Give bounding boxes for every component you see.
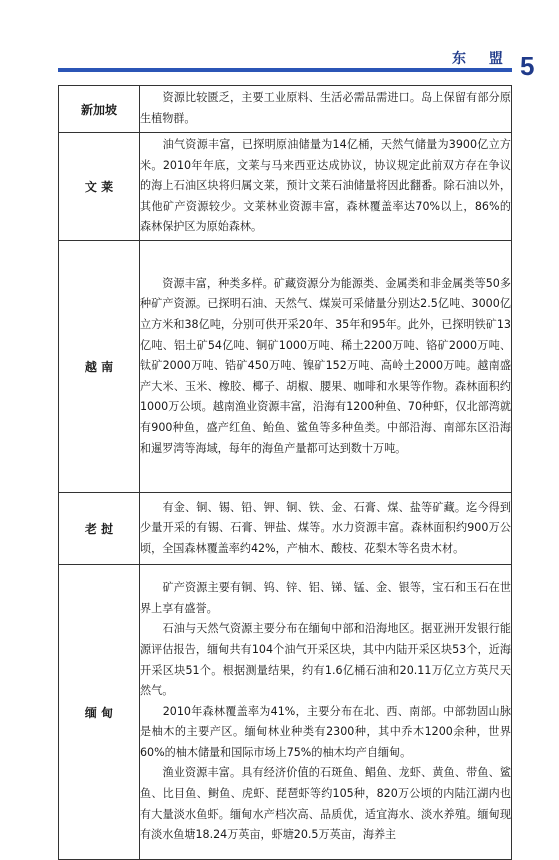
description-paragraph: 石油与天然气资源主要分布在缅甸中部和沿海地区。据亚洲开发银行能源评估报告，缅甸共有104个油气开采区块，其中内陆开采区块53个，近海开采区块51个。根据测量结果，约有1.6亿桶石油和20.11万亿立方英尺天然气。: [140, 622, 511, 698]
description-paragraph: 资源丰富，种类多样。矿藏资源分为能源类、金属类和非金属类等50多种矿产资源。已探明石油、天然气、煤炭可采储量分别达2.5亿吨、3000亿立方米和38亿吨，分别可供开采20年、35年和95年。此外，已探明铁矿13亿吨、铝土矿54亿吨、铜矿1000万吨、稀土2200万吨、铬矿2000万吨、钛矿2000万吨、锆矿450万吨、镍矿152万吨、高岭土2000万吨。越南盛产大米、玉米、橡胶、椰子、胡椒、腰果、咖啡和水果等作物。森林面积约1000万公顷。越南渔业资源丰富，沿海有1200种鱼、70种虾，仅北部湾就有900种鱼，盛产红鱼、鲐鱼、鲨鱼等多种鱼类。中部沿海、南部东区沿海和暹罗湾等海域，每年的海鱼产量都可达到数十万吨。: [140, 276, 511, 455]
description-paragraph: 矿产资源主要有铜、钨、锌、铝、锑、锰、金、银等，宝石和玉石在世界上享有盛誉。: [140, 581, 511, 615]
description-cell: [140, 565, 512, 860]
country-cell: 越 南: [59, 241, 140, 493]
description-paragraph: 资源比较匮乏，主要工业原料、生活必需品需进口。岛上保留有部分原生植物群。: [140, 91, 511, 125]
description-paragraph: 油气资源丰富，已探明原油储量为14亿桶，天然气储量为3900亿立方米。2010年年底，文莱与马来西亚达成协议，协议规定此前双方存在争议的海上石油区块将归属文莱，预计文莱石油储量将因此翻番。除石油以外，其他矿产资源较少。文莱林业资源丰富，森林覆盖率达70%以上，86%的森林保护区为原始森林。: [140, 138, 511, 234]
table-row: [59, 86, 512, 133]
table-row: [59, 133, 512, 241]
description-cell: [140, 493, 512, 565]
country-cell: 缅 甸: [59, 565, 140, 860]
table-row: [59, 565, 512, 860]
resources-table: [58, 85, 512, 860]
description-cell: [140, 86, 512, 133]
description-paragraph: 渔业资源丰富。具有经济价值的石斑鱼、鲳鱼、龙虾、黄鱼、带鱼、鲨鱼、比目鱼、鲥鱼、虎虾、琵琶虾等约105种，820万公顷的内陆江湖内也有大量淡水鱼虾。缅甸水产档次高、品质优，适宜海水、淡水养殖。缅甸现有淡水鱼塘18.24万英亩，虾塘20.5万英亩，海养主: [140, 766, 511, 842]
description-cell: [140, 133, 512, 241]
description-paragraph: 2010年森林覆盖率为41%，主要分布在北、西、南部。中部勃固山脉是柚木的主要产区。缅甸林业种类有2300种，其中乔木1200余种，世界60%的柚木储量和国际市场上75%的柚木均产自缅甸。: [140, 704, 511, 759]
country-cell: 老 挝: [59, 493, 140, 565]
country-cell: 文 莱: [59, 133, 140, 241]
description-cell: [140, 241, 512, 493]
country-cell: 新加坡: [59, 86, 140, 133]
description-paragraph: 有金、铜、锡、铅、钾、铜、铁、金、石膏、煤、盐等矿藏。迄今得到少量开采的有锡、石膏、钾盐、煤等。水力资源丰富。森林面积约900万公顷，全国森林覆盖率约42%，产柚木、酸枝、花梨木等名贵木材。: [140, 500, 511, 555]
table-row: [59, 493, 512, 565]
page-number: 5: [520, 51, 535, 81]
header-rule: [58, 68, 512, 72]
table-row: [59, 241, 512, 493]
section-title: 东 盟: [452, 51, 512, 67]
